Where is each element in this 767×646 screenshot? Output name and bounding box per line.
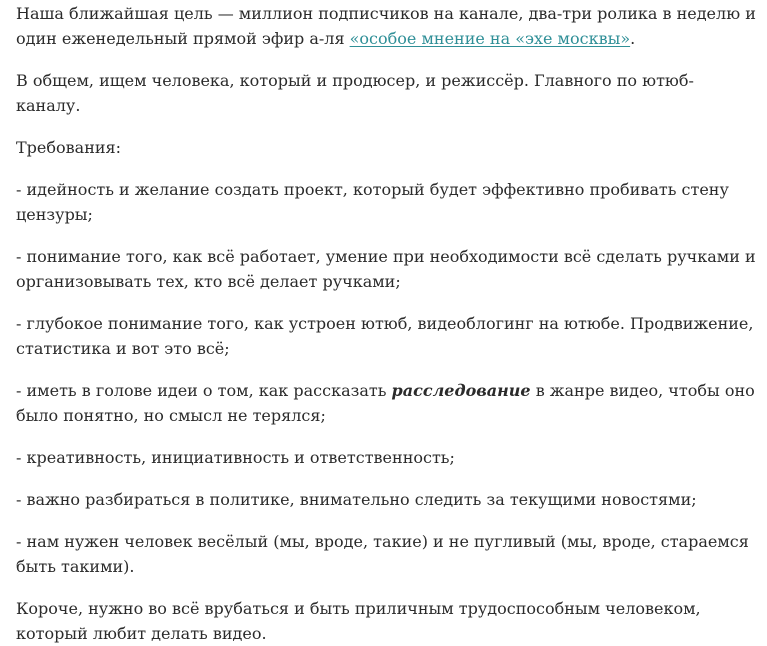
osoboe-mnenie-link[interactable]: «особое мнение на «эхе москвы» [349, 29, 631, 48]
emphasis-investigation: расследование [391, 381, 531, 400]
requirement-item-6: - важно разбираться в политике, внимательно следить за текущими новостями; [16, 490, 697, 509]
requirement-4-start: - иметь в голове идеи о том, как рассказать [16, 381, 392, 400]
goal-period: . [630, 29, 636, 48]
requirement-item-7: - нам нужен человек весёлый (мы, вроде, такие) и не пугливый (мы, вроде, стараемся быть такими). [16, 532, 749, 576]
requirement-item-5: - креативность, инициативность и ответственность; [16, 448, 455, 467]
requirement-item-3: - глубокое понимание того, как устроен ютюб, видеоблогинг на ютюбе. Продвижение, статистика и вот это всё; [16, 314, 754, 358]
paragraph-search: В общем, ищем человека, который и продюсер, и режиссёр. Главного по ютюб-каналу. [16, 71, 694, 115]
paragraph-conclusion: Короче, нужно во всё врубаться и быть приличным трудоспособным человеком, который любит делать видео. [16, 599, 701, 643]
requirement-item-2: - понимание того, как всё работает, умение при необходимости всё сделать ручками и организовывать тех, кто всё делает ручками; [16, 247, 756, 291]
requirement-item-1: - идейность и желание создать проект, который будет эффективно пробивать стену цензуры; [16, 180, 729, 224]
requirement-item-4 [16, 378, 757, 428]
requirement-4-end: в жанре видео, чтобы оно было понятно, но смысл не терялся; [16, 381, 755, 425]
paragraph-goal [16, 1, 757, 51]
goal-text: Наша ближайшая цель — миллион подписчиков на канале, два-три ролика в неделю и один еженедельный прямой эфир а-ля [16, 4, 756, 48]
requirements-heading: Требования: [16, 138, 122, 157]
